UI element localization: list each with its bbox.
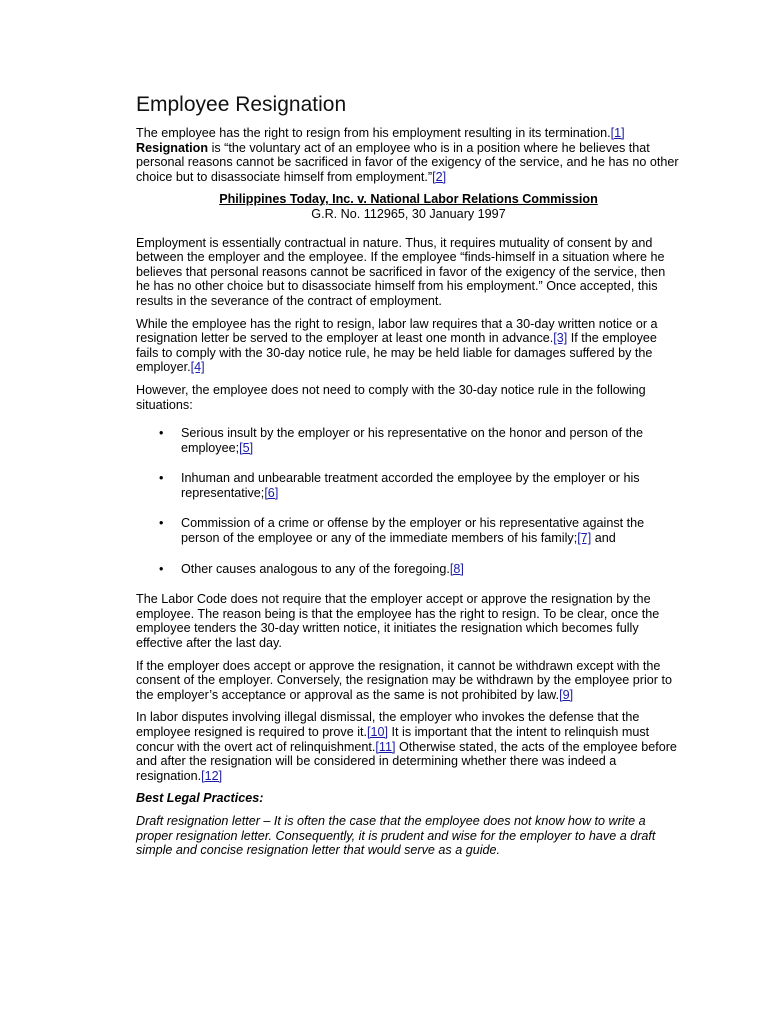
bullet-icon: • (159, 561, 164, 576)
bullet-icon: • (159, 471, 164, 486)
list-item: • Serious insult by the employer or his representative on the honor and person of the employee;[5] (159, 426, 644, 455)
case-number: G.R. No. 112965, 30 January 1997 (311, 206, 506, 221)
footnote-link-1[interactable]: [1] (610, 126, 625, 140)
paragraph-labor-code: The Labor Code does not require that the employer accept or approve the resignation by the employee. The reason being is that the employee has the right to resign. To be clear, once the employee tenders the 30-day written notice, it initiates the resignation which becomes fully effective after the last day. (136, 592, 660, 651)
paragraph-notice-rule: While the employee has the right to resign, labor law requires that a 30-day written notice or a resignation letter be served to the employer at least one month in advance.[3] If the employee fails to comply with the 30-day notice rule, he may be held liable for damages suffered by the employer.[4] (136, 316, 658, 375)
footnote-link-8[interactable]: [8] (449, 561, 464, 576)
footnote-link-5[interactable]: [5] (239, 440, 254, 455)
paragraph-draft-letter: Draft resignation letter – It is often the case that the employee does not know how to write a proper resignation letter. Consequently, it is prudent and wise for the employer to have a draft simple and concise resignation letter that would serve as a guide. (136, 813, 656, 858)
footnote-link-9[interactable]: [9] (559, 687, 574, 702)
resignation-term: Resignation (136, 140, 209, 155)
exceptions-list (136, 426, 681, 576)
best-practices-heading: Best Legal Practices: (136, 791, 264, 806)
list-item: • Inhuman and unbearable treatment accorded the employee by the employer or his representative;[6] (159, 471, 640, 500)
list-item: • Commission of a crime or offense by the employer or his representative against the person of the employee or any of the immediate members of his family;[7] and (159, 516, 645, 546)
paragraph-employment-contractual: Employment is essentially contractual in nature. Thus, it requires mutuality of consent by and between the employer and the employee. If the employee “finds-himself in a situation where he believes that personal reasons cannot be sacrificed in favor of the exigency of the service, then he has no other choice but to disassociate himself from his employment.” Once accepted, this results in the severance of the contract of employment. (136, 235, 666, 308)
case-name: Philippines Today, Inc. v. National Labor Relations Commission (219, 192, 598, 207)
bullet-icon: • (159, 426, 164, 441)
paragraph-exceptions-intro: However, the employee does not need to comply with the 30-day notice rule in the following situations: (136, 382, 646, 412)
document-page (136, 92, 681, 866)
footnote-link-7[interactable]: [7] (577, 531, 592, 546)
list-item: • Other causes analogous to any of the foregoing.[8] (159, 561, 464, 576)
footnote-link-12[interactable]: [12] (201, 768, 223, 783)
page-title: Employee Resignation (136, 93, 347, 116)
footnote-link-6[interactable]: [6] (264, 485, 279, 500)
footnote-link-3[interactable]: [3] (553, 331, 568, 346)
footnote-link-2[interactable]: [2] (432, 169, 447, 184)
footnote-link-11[interactable]: [11] (375, 739, 396, 754)
paragraph-withdrawal: If the employer does accept or approve the resignation, it cannot be withdrawn except with the consent of the employer. Conversely, the resignation may be withdrawn by the employee prior to the employer’s acceptance or approval as the same is not prohibited by law.[9] (136, 658, 672, 702)
paragraph-intro: The employee has the right to resign from his employment resulting in its termination.[1] Resignation is “the voluntary act of an employee who is in a position where he believes that personal reasons cannot be sacrificed in favor of the exigency of the service, and he has no other choice but to disassociate himself from employment.”[2] (136, 126, 679, 184)
footnote-link-10[interactable]: [10] (367, 725, 389, 739)
bullet-icon: • (159, 516, 164, 531)
footnote-link-4[interactable]: [4] (190, 360, 205, 375)
case-citation (136, 192, 681, 221)
paragraph-illegal-dismissal: In labor disputes involving illegal dismissal, the employer who invokes the defense that the employee resigned is required to prove it.[10] It is important that the intent to relinquish must concur with the overt act of relinquishment.[11] Otherwise stated, the acts of the employee before and after the resignation will be considered in determining whether there was indeed a resignation.[12] (136, 710, 677, 783)
